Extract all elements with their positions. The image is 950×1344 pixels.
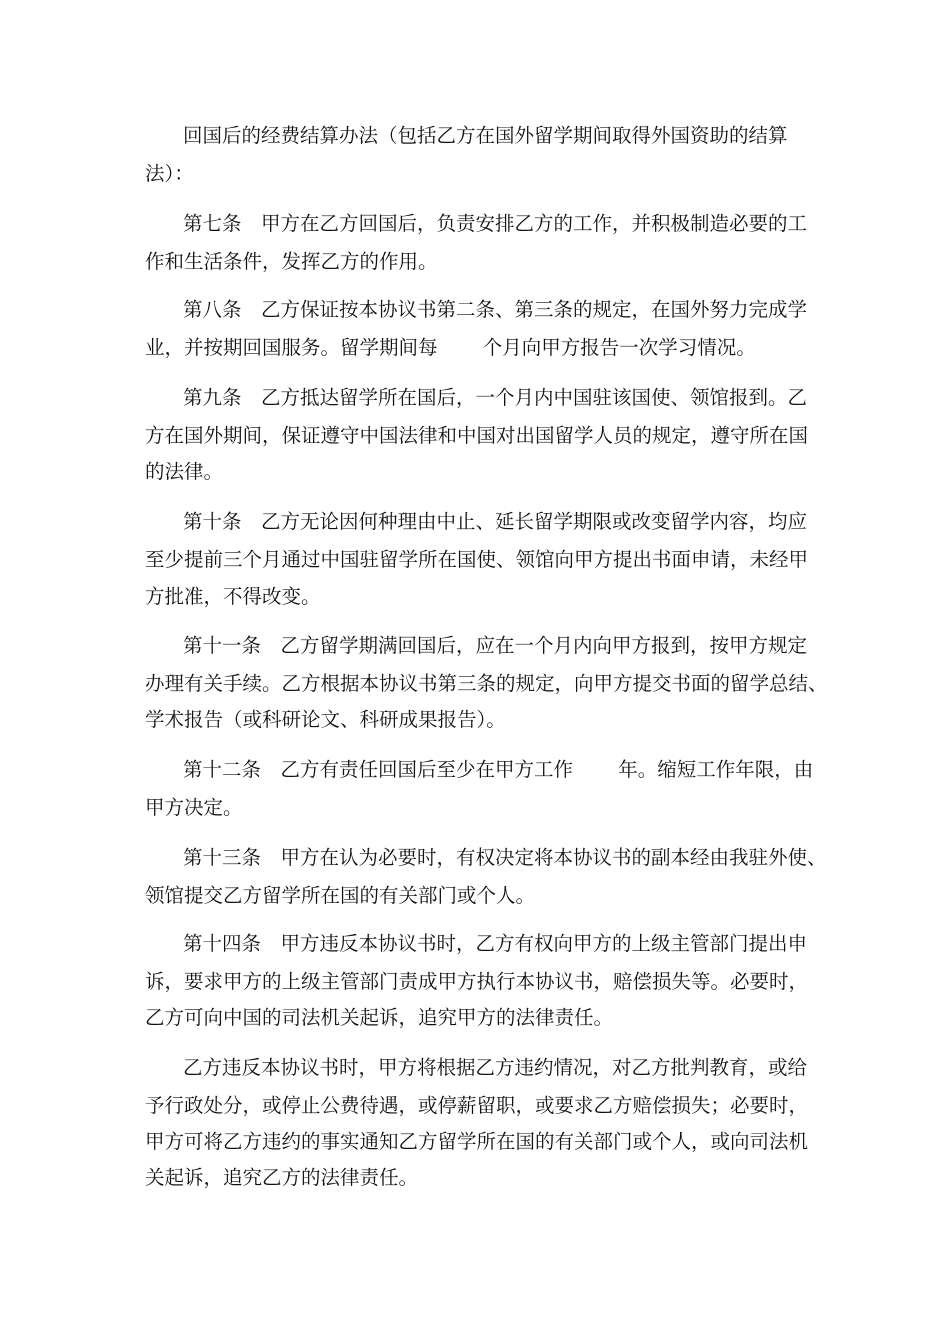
article-11-line-3: 学术报告（或科研论文、科研成果报告）。 <box>145 708 506 731</box>
party-b-breach-line-4: 关起诉，追究乙方的法律责任。 <box>145 1166 419 1189</box>
article-14-line-1: 第十四条 甲方违反本协议书时，乙方有权向甲方的上级主管部门提出申 <box>183 932 808 955</box>
article-10-line-1: 第十条 乙方无论因何种理由中止、延长留学期限或改变留学内容，均应 <box>183 510 808 533</box>
article-8-line-2: 业，并按期回国服务。留学期间每 个月向甲方报告一次学习情况。 <box>145 336 756 359</box>
party-b-breach-line-3: 甲方可将乙方违约的事实通知乙方留学所在国的有关部门或个人，或向司法机 <box>145 1130 809 1153</box>
article-10-line-2: 至少提前三个月通过中国驻留学所在国使、领馆向甲方提出书面申请，未经甲 <box>145 548 809 571</box>
article-14-line-2: 诉，要求甲方的上级主管部门责成甲方执行本协议书，赔偿损失等。必要时， <box>145 970 809 993</box>
article-7-line-2: 作和生活条件，发挥乙方的作用。 <box>145 250 438 273</box>
article-11-line-1: 第十一条 乙方留学期满回国后，应在一个月内向甲方报到，按甲方规定 <box>183 634 808 657</box>
paragraph-settlement-line-1: 回国后的经费结算办法（包括乙方在国外留学期间取得外国资助的结算 <box>183 124 788 147</box>
article-14-line-3: 乙方可向中国的司法机关起诉，追究甲方的法律责任。 <box>145 1006 614 1029</box>
article-12-line-2: 甲方决定。 <box>145 796 243 819</box>
article-13-line-1: 第十三条 甲方在认为必要时，有权决定将本协议书的副本经由我驻外使、 <box>183 846 827 869</box>
article-11-line-2: 办理有关手续。乙方根据本协议书第三条的规定，向甲方提交书面的留学总结、 <box>145 672 828 695</box>
party-b-breach-line-2: 予行政处分，或停止公费待遇，或停薪留职，或要求乙方赔偿损失；必要时， <box>145 1094 809 1117</box>
party-b-breach-line-1: 乙方违反本协议书时，甲方将根据乙方违约情况，对乙方批判教育，或给 <box>183 1056 808 1079</box>
article-7-line-1: 第七条 甲方在乙方回国后，负责安排乙方的工作，并积极制造必要的工 <box>183 212 808 235</box>
article-9-line-2: 方在国外期间，保证遵守中国法律和中国对出国留学人员的规定，遵守所在国 <box>145 424 809 447</box>
article-13-line-2: 领馆提交乙方留学所在国的有关部门或个人。 <box>145 884 536 907</box>
article-12-line-1: 第十二条 乙方有责任回国后至少在甲方工作 年。缩短工作年限，由 <box>183 758 814 781</box>
paragraph-settlement-line-2: 法）： <box>145 162 194 185</box>
article-10-line-3: 方批准，不得改变。 <box>145 585 321 608</box>
article-9-line-1: 第九条 乙方抵达留学所在国后，一个月内中国驻该国使、领馆报到。乙 <box>183 386 808 409</box>
article-8-line-1: 第八条 乙方保证按本协议书第二条、第三条的规定，在国外努力完成学 <box>183 298 808 321</box>
article-9-line-3: 的法律。 <box>145 460 224 483</box>
